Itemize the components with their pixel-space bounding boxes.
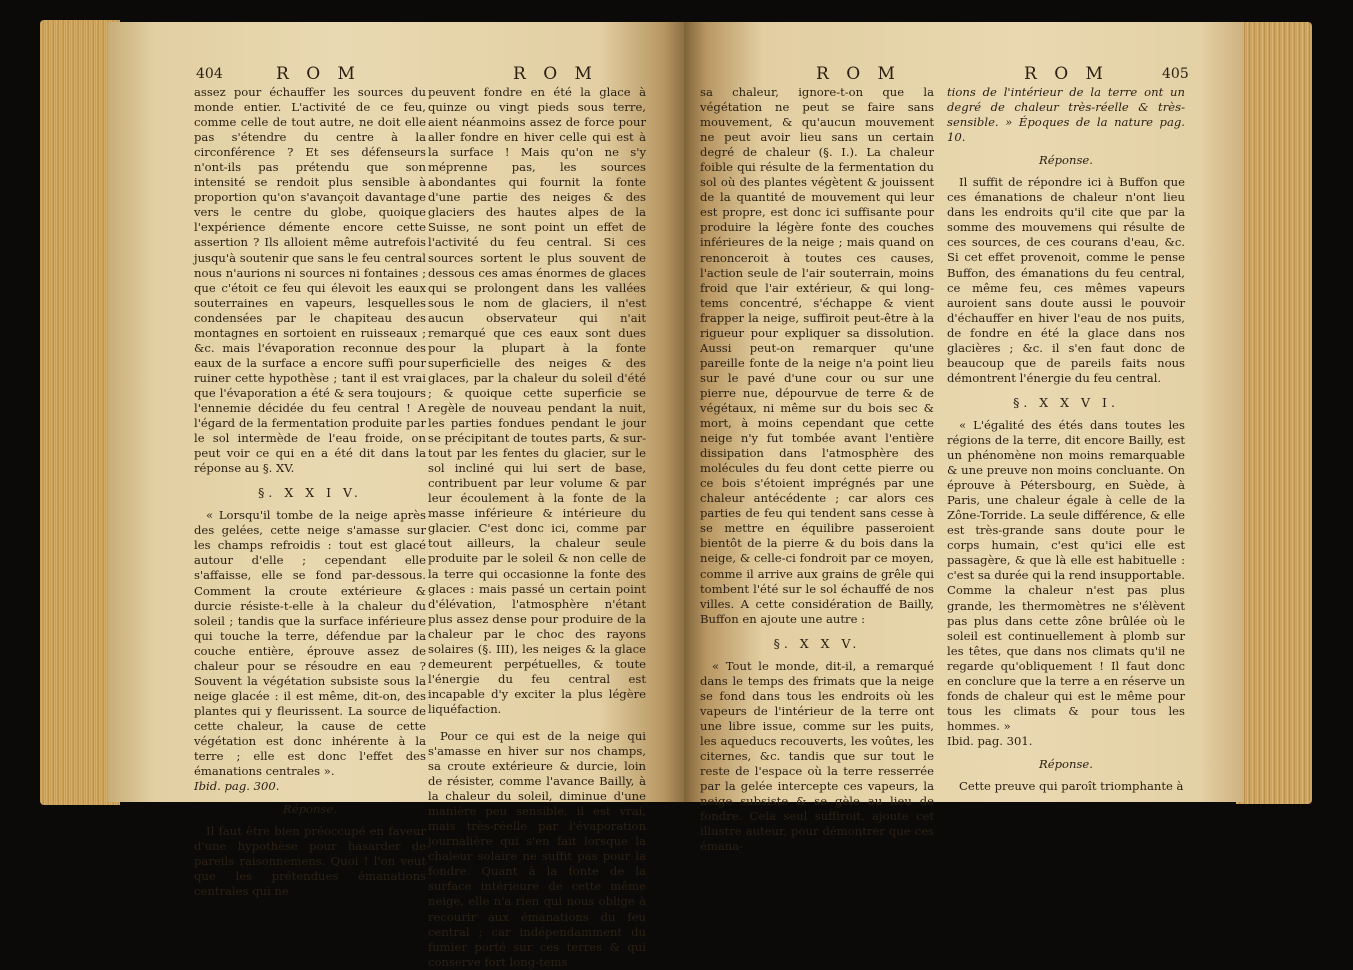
section-xxv-title: §. X X V.	[773, 635, 861, 651]
section-xxvi-title: §. X X V I.	[1013, 394, 1119, 410]
right-col1-text: sa chaleur, ignore-t-on que la végétation ne peut se faire sans mouvement, & qu'aucun mouvement ne peut avoir lieu sans un certain degré de chaleur (§. I.). La chaleur foible qui résulte de la fermentation du sol où des plantes végètent & jouissent de la quantité de mouvement qui leur est propre, est donc ici suffisante pour produire la légère fonte des couches inférieures de la neige ; mais quand on renonceroit à toutes ces causes, l'action seule de l'air souterrain, moins froid que l'air extérieur, & qui long-tems concentré, s'échappe & vient frapper la neige, suffiroit peut-être à la rigueur pour expliquer sa dissolution. Aussi peut-on remarquer qu'une pareille fonte de la neige n'a point lieu sur le pavé d'une cour ou sur une pierre nue, dépourvue de terre & de végétaux, ni même sur du bois sec & mort, à moins cependant que cette neige n'y fut tombée avant l'entière dissipation dans l'atmosphère des molécules du feu dont cette pierre ou ce bois s'étoient imprégnés par une chaleur antécédente ; car alors ces parties de feu qui tendent sans cesse à se mettre en équilibre passeroient bientôt de la pierre & du bois dans la neige, & celle-ci fondroit par ce moyen, comme il arrive aux grains de grêle qui tombent l'été sur le sol échauffé de nos villes. A cette considération de Bailly, Buffon en ajoute une autre :	[700, 85, 934, 626]
reponse-2-title: Réponse.	[1039, 756, 1093, 771]
right-page-edges	[1236, 22, 1312, 804]
right-header-rom-2: R O M	[1024, 64, 1109, 84]
left-page-number: 404	[196, 66, 223, 82]
ibid-citation-2: Ibid. pag. 301.	[947, 733, 1033, 748]
left-column-1	[194, 85, 426, 899]
reponse-title: Réponse.	[283, 802, 337, 817]
section-xxvi-quote: « L'égalité des étés dans toutes les régions de la terre, dit encore Bailly, est un phénomène non moins remarquable & une preuve non moins concluante. On éprouve à Pétersbourg, en Suède, à Paris, une chaleur égale à celle de la Zône-Torride. La seule différence, & elle est très-grande sans doute pour le corps humain, c'est qu'ici elle est passagère, & que là elle est habituelle : c'est sa durée qui la rend insupportable. Comme la chaleur n'est pas plus grande, les thermomètres ne s'élèvent pas plus dans cette zône brûlée où le soleil est continuellement à plomb sur les têtes, que dans nos climats qu'il ne regarde qu'obliquement ! Il faut donc en conclure que la terre a en réserve un fonds de chaleur qui est le même pour tous les climats & pour tous les hommes. »	[947, 417, 1185, 733]
ibid-citation: Ibid. pag. 300.	[194, 779, 280, 794]
right-col2-quote-end: tions de l'intérieur de la terre ont un degré de chaleur très-réelle & très-sensible. » Époques de la nature pag. 10.	[947, 85, 1185, 145]
reponse-2-text: Cette preuve qui paroît triomphante à	[959, 779, 1184, 794]
left-col2-text-a: peuvent fondre en été la glace à quinze ou vingt pieds sous terre, aient néanmoins assez de force pour aller fondre en hiver celle qui est à la surface ! Mais qu'on ne s'y méprenne pas, les sources abondantes qui fournit la fonte d'une partie des neiges & des glaciers des hautes alpes de la Suisse, ne sont point un effet de l'activité du feu central. Si ces sources sortent le plus souvent de dessous ces amas énormes de glaces qui se prolongent dans les vallées sous le nom de glaciers, il n'est aucun observateur qui n'ait remarqué que ces eaux sont dues pour la plupart à la fonte superficielle des neiges & des glaces, par la chaleur du soleil d'été ; & quoique cette superficie se regèle de nouveau pendant la nuit, les parties fondues pendant le jour se précipitant de toutes parts, & sur-tout par les fentes du glacier, sur le sol incliné qui lui sert de base, contribuent par leur volume & par leur écoulement à la fonte de la masse inférieure & intérieure du glacier. C'est donc ici, comme par tout ailleurs, la chaleur seule produite par le soleil & non celle de la terre qui occasionne la fonte des glaces : mais passé un certain point d'élévation, l'atmosphère n'étant plus assez dense pour produire de la chaleur par le choc des rayons solaires (§. III), les neiges & la glace demeurent perpétuelles, & toute l'énergie du feu central est incapable d'y exciter la plus légère liquéfaction.	[428, 85, 646, 716]
reponse-1-text: Il suffit de répondre ici à Buffon que ces émanations de chaleur n'ont lieu dans les endroits qu'il cite que par la somme des mouvemens qui résulte de ces sources, de ces courans d'eau, &c. Si cet effet provenoit, comme le pense Buffon, des émanations du feu central, ce même feu, ces mêmes vapeurs auroient sans doute aussi le pouvoir d'échauffer en hiver l'eau de nos puits, de fondre en été la glace dans nos glacières ; &c. il s'en faut donc de beaucoup que de pareils faits nous démontrent l'énergie du feu central.	[947, 175, 1185, 385]
reponse-text: Il faut être bien préoccupé en faveur d'une hypothèse pour hasarder de pareils raisonnemens. Quoi ! l'on veut que les prétendues émanations centrales qui ne	[194, 824, 426, 899]
left-col2-text-b: Pour ce qui est de la neige qui s'amasse en hiver sur nos champs, sa croute extérieure & durcie, loin de résister, comme l'avance Bailly, à la chaleur du soleil, diminue d'une manière peu sensible, il est vrai, mais très-réelle par l'évaporation journalière qui s'en fait lorsque la chaleur solaire ne suffit pas pour la fondre. Quant à la fonte de la surface intérieure de cette même neige, elle n'a rien qui nous oblige à recourir aux émanations du feu central ; car indépendamment du fumier porté sur ces terres & qui conserve fort long-tems	[428, 728, 646, 969]
right-header-rom-1: R O M	[816, 64, 901, 84]
section-xxiv-title: §. X X I V.	[258, 485, 362, 501]
left-header-rom-1: R O M	[276, 64, 361, 84]
right-column-1	[700, 85, 934, 854]
right-column-2	[947, 85, 1185, 794]
left-page	[108, 22, 686, 969]
reponse-1-title: Réponse.	[1039, 153, 1093, 168]
left-col1-text: assez pour échauffer les sources du monde entier. L'activité de ce feu, comme celle de tout autre, ne doit elle pas s'étendre du centre à la circonférence ? Et ses défenseurs n'ont-ils pas prétendu que son intensité se rendoit plus sensible à proportion qu'on s'avançoit davantage vers le centre du globe, quoique l'expérience démente encore cette assertion ? Ils alloient même autrefois jusqu'à soutenir que sans le feu central nous n'aurions ni sources ni fontaines ; que c'étoit ce feu qui élevoit les eaux souterraines en vapeurs, lesquelles condensées par le chapiteau des montagnes en sortoient en ruisseaux ; &c. mais l'évaporation reconnue des eaux de la surface a encore suffi pour ruiner cette hypothèse ; tant il est vrai que l'évaporation a été & sera toujours l'ennemie décidée du feu central ! A l'égard de la fermentation produite par le sol intermède de l'eau froide, on peut voir ce qui en a été dit dans la réponse au §. XV.	[194, 85, 426, 476]
left-column-2	[428, 85, 646, 970]
right-page-number: 405	[1162, 66, 1189, 82]
section-xxv-quote: « Tout le monde, dit-il, a remarqué dans le temps des frimats que la neige se fond dans tous les endroits où les vapeurs de l'intérieur de la terre ont une libre issue, comme sur les puits, les aqueducs recouverts, les voûtes, les citernes, &c. tandis que sur tout le reste de l'espace où la terre resserrée par la gelée intercepte ces vapeurs, la neige subsiste & se gèle au lieu de fondre. Cela seul suffiroit, ajoute cet illustre auteur, pour démontrer que ces émana-	[700, 658, 934, 854]
left-header-rom-2: R O M	[513, 64, 598, 84]
right-page	[684, 22, 1244, 854]
section-xxiv-quote: « Lorsqu'il tombe de la neige après des gelées, cette neige s'amasse sur les champs refroidis : tout est glacé autour d'elle ; cependant elle s'affaisse, elle se fond par-dessous. Comment la croute extérieure & durcie résiste-t-elle à la chaleur du soleil ; tandis que la surface inférieure qui touche la terre, défendue par la couche entière, éprouve assez de chaleur pour se résoudre en eau ? Souvent la végétation subsiste sous la neige glacée : il est même, dit-on, des plantes qui y fleurissent. La source de cette chaleur, la cause de cette végétation est donc inhérente à la terre ; elle est donc l'effet des émanations centrales ».	[194, 508, 426, 779]
